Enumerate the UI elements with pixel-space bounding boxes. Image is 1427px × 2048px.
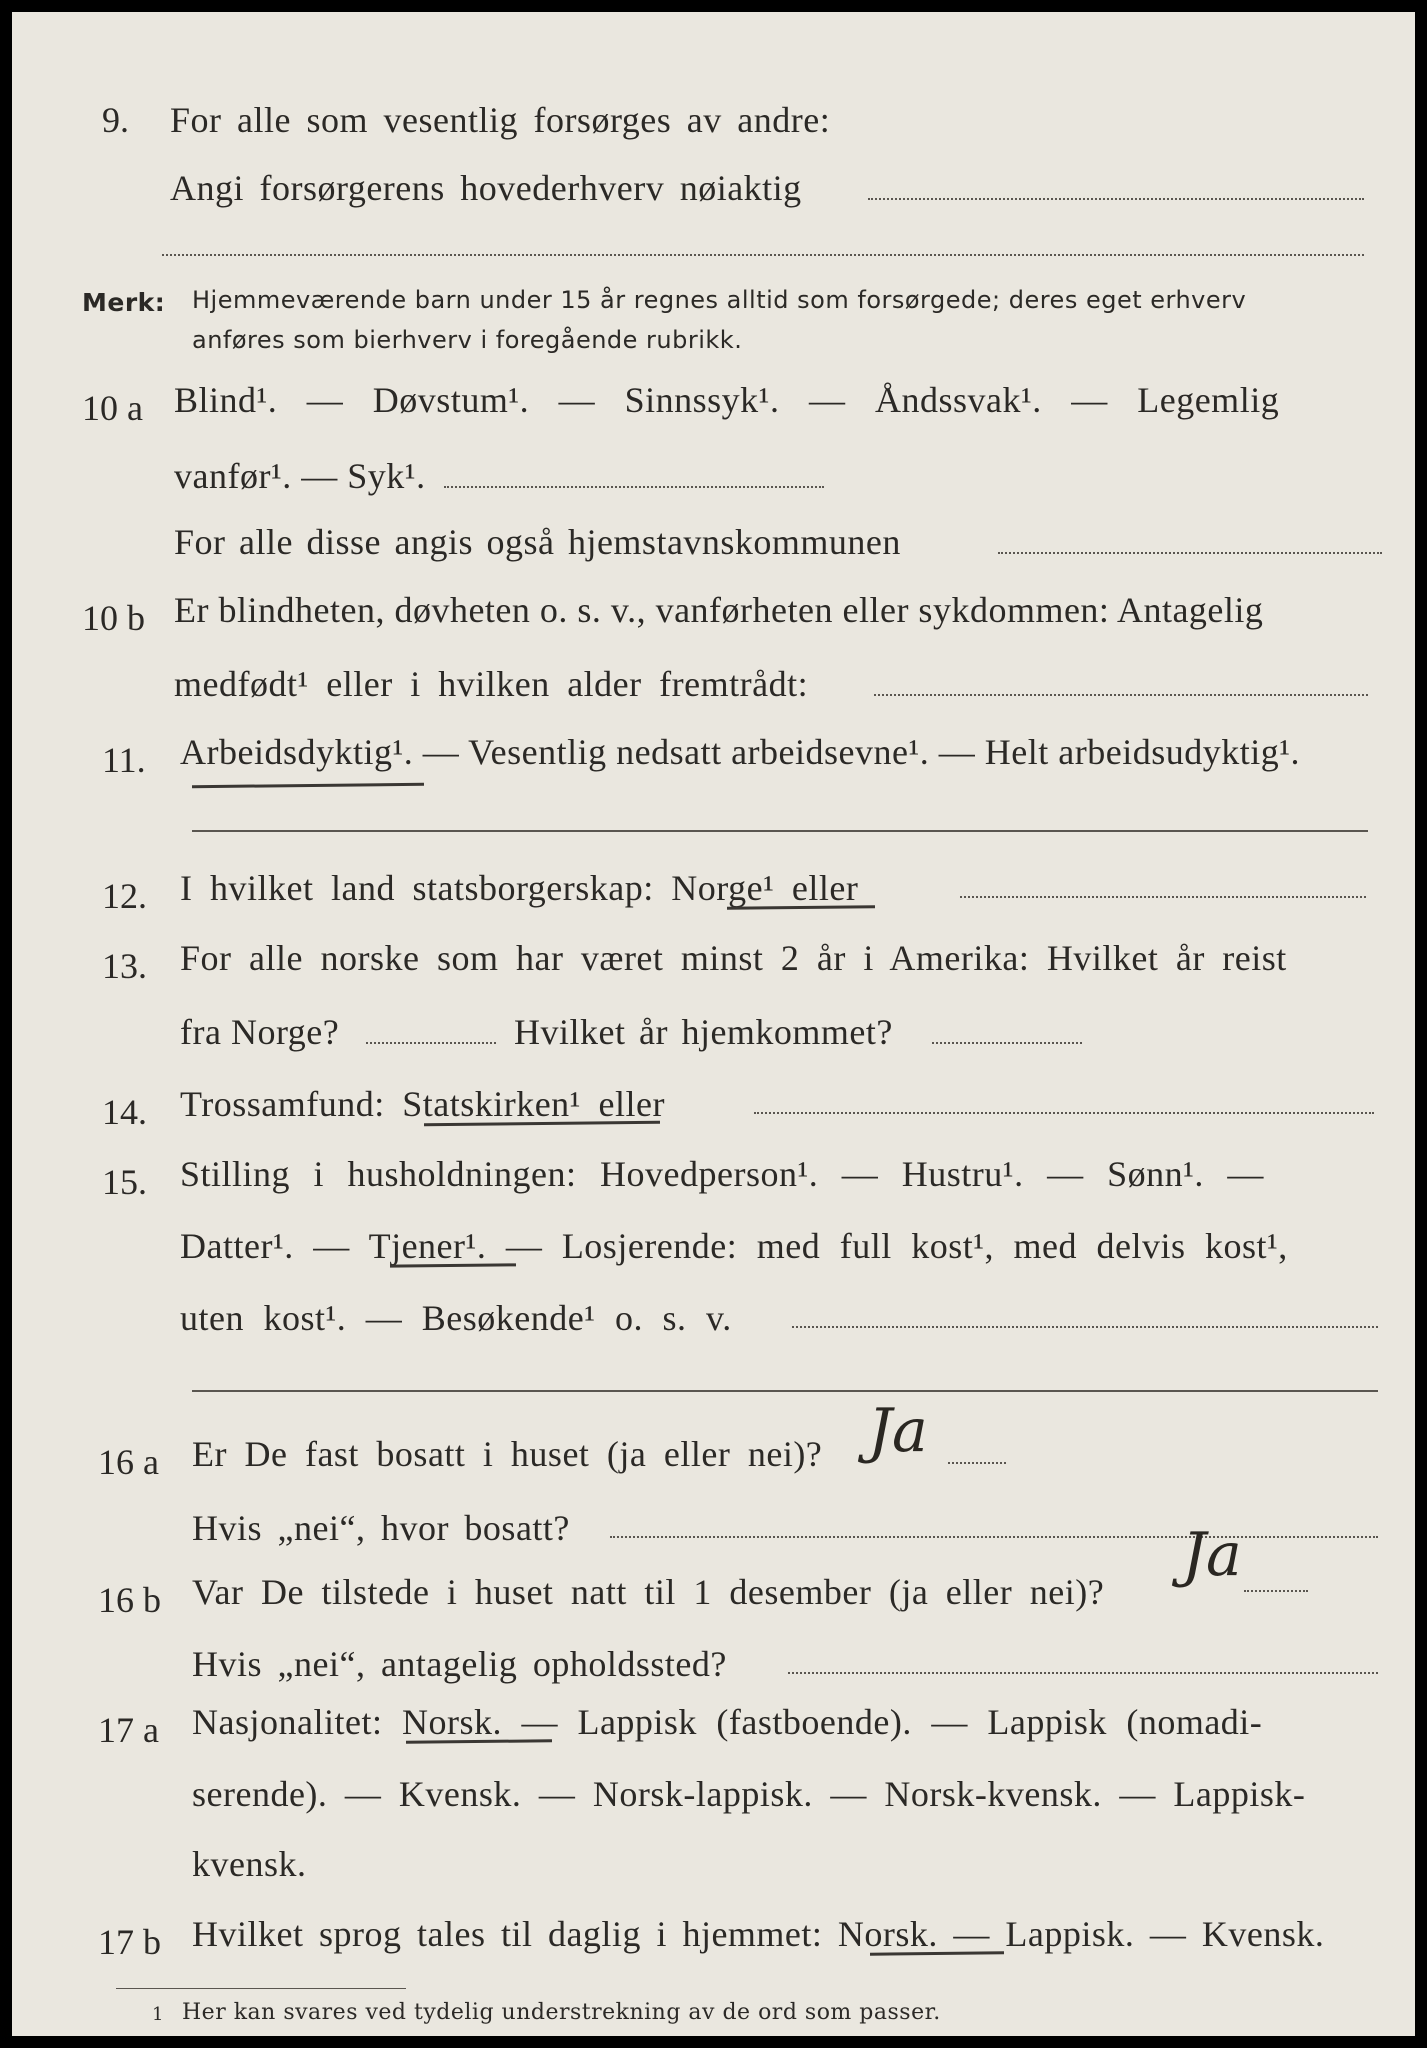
q17a-text-line1: Nasjonalitet: Norsk. — Lappisk (fastboende). — Lappisk (nomadi- [192, 1702, 1263, 1742]
q13-year-left-field [366, 1042, 496, 1044]
q15-answer-field [792, 1326, 1378, 1328]
merk-label: Merk: [82, 288, 166, 317]
q17a-underline-norsk [406, 1739, 552, 1744]
q17a-text-line2: serende). — Kvensk. — Norsk-lappisk. — Norsk-kvensk. — Lappisk- [192, 1774, 1306, 1814]
q10b-text-line1: Er blindheten, døvheten o. s. v., vanførheten eller sykdommen: Antagelig [174, 590, 1264, 630]
q15-underline-tjener [390, 1263, 516, 1267]
q16a-handwritten-answer: Ja [868, 1396, 928, 1466]
q17b-underline-norsk [870, 1951, 1004, 1955]
q15-text-line3: uten kost¹. — Besøkende¹ o. s. v. [180, 1298, 732, 1338]
q10a-text-line1: Blind¹. — Døvstum¹. — Sinnssyk¹. — Åndssvak¹. — Legemlig [174, 380, 1280, 420]
q12-number: 12. [102, 876, 147, 916]
q9-text-line2: Angi forsørgerens hovederhverv nøiaktig [170, 168, 802, 208]
q11-text-line1: Arbeidsdyktig¹. — Vesentlig nedsatt arbeidsevne¹. — Helt arbeidsudyktig¹. [180, 732, 1301, 772]
q10b-answer-field [874, 694, 1368, 696]
q13-year-returned-field [932, 1042, 1082, 1044]
q17a-text-line3: kvensk. [192, 1844, 307, 1884]
q10a-number: 10 a [82, 388, 143, 428]
q13-text-line2b: Hvilket år hjemkommet? [514, 1012, 893, 1052]
q11-underline-arbeidsdyktig [192, 783, 424, 788]
q9-text-line1: For alle som vesentlig forsørges av andre: [170, 100, 831, 140]
merk-text-line1: Hjemmeværende barn under 15 år regnes alltid som forsørgede; deres eget erhverv [192, 286, 1247, 314]
q10a-text-line3: For alle disse angis også hjemstavnskommunen [174, 522, 901, 562]
q13-text-line2a: fra Norge? [180, 1012, 340, 1052]
q15-number: 15. [102, 1162, 147, 1202]
footnote-marker: 1 [152, 2004, 164, 2025]
footnote-separator [116, 1988, 406, 1989]
q12-answer-field [960, 896, 1366, 898]
q9-answer-field [868, 198, 1364, 200]
q14-text-line1: Trossamfund: Statskirken¹ eller [180, 1084, 665, 1124]
q12-underline-norge [727, 905, 875, 910]
q16b-answer-field [1244, 1590, 1308, 1592]
q17b-number: 17 b [98, 1922, 161, 1962]
census-form-page [12, 12, 1415, 2036]
q9-number: 9. [102, 100, 129, 140]
q13-text-line1: For alle norske som har været minst 2 år i Amerika: Hvilket år reist [180, 938, 1287, 978]
q10a-text-line2: vanfør¹. — Syk¹. [174, 456, 426, 496]
q10b-number: 10 b [82, 598, 145, 638]
footnote-text: Her kan svares ved tydelig understrekning av de ord som passer. [182, 2000, 941, 2025]
q14-number: 14. [102, 1092, 147, 1132]
q16b-text-line2: Hvis „nei“, antagelig opholdssted? [192, 1644, 727, 1684]
q16a-residence-field [610, 1536, 1378, 1538]
q12-text-line1: I hvilket land statsborgerskap: Norge¹ eller [180, 868, 859, 908]
q16a-answer-field [948, 1462, 1006, 1464]
q10b-text-line2: medfødt¹ eller i hvilken alder fremtrådt: [174, 664, 809, 704]
q16a-text-line1: Er De fast bosatt i huset (ja eller nei)? [192, 1434, 823, 1474]
q16a-text-line2: Hvis „nei“, hvor bosatt? [192, 1508, 570, 1548]
q17a-number: 17 a [98, 1710, 159, 1750]
q16b-location-field [788, 1672, 1378, 1674]
q16b-handwritten-answer: Ja [1182, 1520, 1242, 1590]
q13-number: 13. [102, 946, 147, 986]
q15-answer-line [192, 1390, 1378, 1392]
q16a-number: 16 a [98, 1442, 159, 1482]
merk-text-line2: anføres som bierhverv i foregående rubrikk. [192, 326, 743, 354]
q15-text-line2: Datter¹. — Tjener¹. — Losjerende: med full kost¹, med delvis kost¹, [180, 1226, 1288, 1266]
q11-number: 11. [102, 740, 146, 780]
q9-answer-field-2 [162, 254, 1364, 256]
q14-answer-field [754, 1112, 1374, 1114]
q10a-hometown-field [998, 552, 1382, 554]
q15-text-line1: Stilling i husholdningen: Hovedperson¹. — Hustru¹. — Sønn¹. — [180, 1154, 1264, 1194]
q17b-text-line1: Hvilket sprog tales til daglig i hjemmet: Norsk. — Lappisk. — Kvensk. [192, 1914, 1325, 1954]
q10a-answer-field [444, 486, 824, 488]
q16b-number: 16 b [98, 1580, 161, 1620]
q11-answer-line [192, 830, 1368, 832]
q16b-text-line1: Var De tilstede i huset natt til 1 desember (ja eller nei)? [192, 1572, 1105, 1612]
